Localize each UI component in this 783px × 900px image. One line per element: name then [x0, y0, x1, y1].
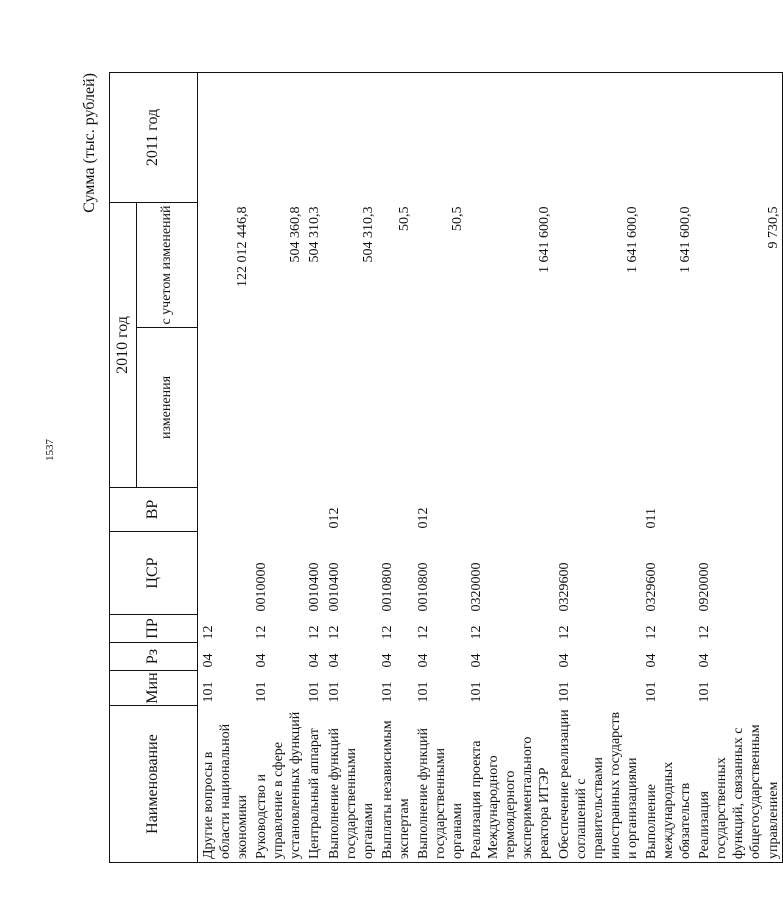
cell-changes [641, 328, 694, 488]
budget-table [109, 72, 783, 863]
cell-changes [466, 328, 553, 488]
cell-name: Выполнение функций государственными органами [413, 706, 466, 863]
cell-name: Выполнение функций государственными органами [324, 706, 377, 863]
table-body [198, 73, 783, 863]
cell-name: Центральный аппарат [304, 706, 323, 863]
cell-name: Обеспечение реализации соглашений с правительствами иностранных государств и организациями [554, 706, 641, 863]
cell-with-changes: 504 310,3 [360, 206, 376, 263]
table-row [641, 73, 694, 863]
table-row [413, 73, 466, 863]
cell-rz: 04 [694, 643, 782, 671]
cell-vr [466, 488, 553, 532]
cell-2011 [377, 73, 413, 203]
cell-rz: 04 [379, 653, 395, 668]
cell-changes [413, 328, 466, 488]
cell-2011 [641, 73, 694, 203]
cell-2011 [466, 73, 553, 203]
table-row [554, 73, 641, 863]
cell-changes [251, 328, 304, 488]
cell-pr: 12 [307, 625, 323, 640]
cell-name: Выплаты независимым экспертам [377, 706, 413, 863]
cell-min: 101 [379, 681, 395, 703]
cell-min: 101 [307, 681, 323, 703]
cell-with-changes: 50,5 [396, 206, 412, 231]
cell-vr [554, 488, 641, 532]
cell-with-changes: 9 730,5 [694, 203, 782, 328]
cell-2011 [304, 73, 323, 203]
table-row [324, 73, 377, 863]
cell-name: Выполнение международных обязательств [641, 706, 694, 863]
cell-min: 101 [201, 681, 216, 703]
header-name: Наименование [110, 706, 198, 863]
cell-rz: 04 [307, 653, 323, 668]
cell-csr: 0010000 [254, 562, 270, 612]
cell-name: Руководство и управление в сфере установленных функций [251, 706, 304, 863]
header-changes: изменения [137, 328, 198, 488]
cell-changes [324, 328, 377, 488]
header-year-2011: 2011 год [110, 73, 198, 203]
cell-rz: 04 [643, 653, 659, 668]
cell-pr: 12 [469, 625, 485, 640]
header-csr: ЦСР [110, 532, 198, 615]
cell-csr: 0010400 [326, 562, 342, 612]
cell-2011 [198, 73, 252, 203]
cell-rz: 04 [326, 653, 342, 668]
cell-rz: 04 [254, 653, 270, 668]
cell-changes [694, 328, 782, 488]
cell-changes [554, 328, 641, 488]
cell-csr: 0010800 [379, 562, 395, 612]
cell-vr [251, 488, 304, 532]
cell-pr: 12 [694, 615, 782, 643]
table-row [304, 73, 323, 863]
header-with-changes: с учетом изменений [137, 203, 198, 328]
cell-with-changes: 1 641 600,0 [624, 206, 640, 273]
cell-with-changes: 122 012 446,8 [235, 206, 251, 287]
cell-min: 101 [326, 681, 342, 703]
cell-vr [694, 488, 782, 532]
cell-vr: 012 [326, 507, 342, 529]
cell-pr: 12 [326, 625, 342, 640]
units-note: Сумма (тыс. рублей) [81, 73, 98, 213]
cell-min: 101 [254, 681, 270, 703]
cell-min: 101 [415, 681, 431, 703]
cell-csr: 0920000 [694, 532, 782, 615]
rotated-page-content [81, 73, 781, 863]
table-row [377, 73, 413, 863]
cell-name: Реализация проекта Международного термоядерного экспериментального реактора ИТЭР [466, 706, 553, 863]
cell-with-changes: 1 641 600,0 [537, 206, 553, 273]
cell-min: 101 [643, 681, 659, 703]
cell-rz: 04 [415, 653, 431, 668]
header-pr: ПР [110, 615, 198, 643]
cell-min: 101 [556, 681, 572, 703]
table-row [694, 73, 782, 863]
cell-2011 [251, 73, 304, 203]
cell-2011 [413, 73, 466, 203]
table-row [466, 73, 553, 863]
cell-with-changes: 504 310,3 [307, 206, 323, 263]
budget-sheet [81, 73, 781, 863]
cell-csr: 0329600 [643, 562, 659, 612]
cell-rz: 04 [556, 653, 572, 668]
table-row [251, 73, 304, 863]
cell-with-changes: 50,5 [450, 206, 466, 231]
cell-csr: 0329600 [556, 562, 572, 612]
cell-2011 [324, 73, 377, 203]
cell-pr: 12 [556, 625, 572, 640]
page-number-text: 1537 [44, 439, 56, 461]
page-number [36, 436, 64, 464]
cell-pr: 12 [415, 625, 431, 640]
cell-min: 101 [469, 681, 485, 703]
cell-csr [198, 532, 252, 615]
cell-rz: 04 [469, 653, 485, 668]
cell-rz: 04 [201, 653, 216, 668]
cell-csr: 0010800 [415, 562, 431, 612]
cell-vr [198, 488, 252, 532]
header-rz: Рз [110, 643, 198, 671]
cell-with-changes: 1 641 600,0 [678, 206, 694, 273]
cell-name: Другие вопросы в области национальной экономики [198, 706, 252, 863]
cell-pr: 12 [379, 625, 395, 640]
cell-pr: 12 [254, 625, 270, 640]
cell-vr: 011 [643, 508, 659, 529]
cell-with-changes: 504 360,8 [288, 206, 304, 263]
cell-pr: 12 [643, 625, 659, 640]
cell-vr [377, 488, 413, 532]
cell-changes [198, 328, 252, 488]
header-year-2010: 2010 год [110, 203, 137, 488]
cell-min: 101 [694, 671, 782, 706]
cell-changes [304, 328, 323, 488]
cell-csr: 0320000 [469, 562, 485, 612]
cell-pr: 12 [201, 625, 216, 640]
header-min: Мин [110, 671, 198, 706]
cell-vr: 012 [415, 507, 431, 529]
cell-csr: 0010400 [307, 562, 323, 612]
table-row [198, 73, 252, 863]
cell-2011 [554, 73, 641, 203]
cell-name: Реализация государственных функций, связанных с общегосударственным управлением [694, 706, 782, 863]
cell-vr [304, 488, 323, 532]
cell-changes [377, 328, 413, 488]
cell-2011 [694, 73, 782, 203]
header-vr: ВР [110, 488, 198, 532]
